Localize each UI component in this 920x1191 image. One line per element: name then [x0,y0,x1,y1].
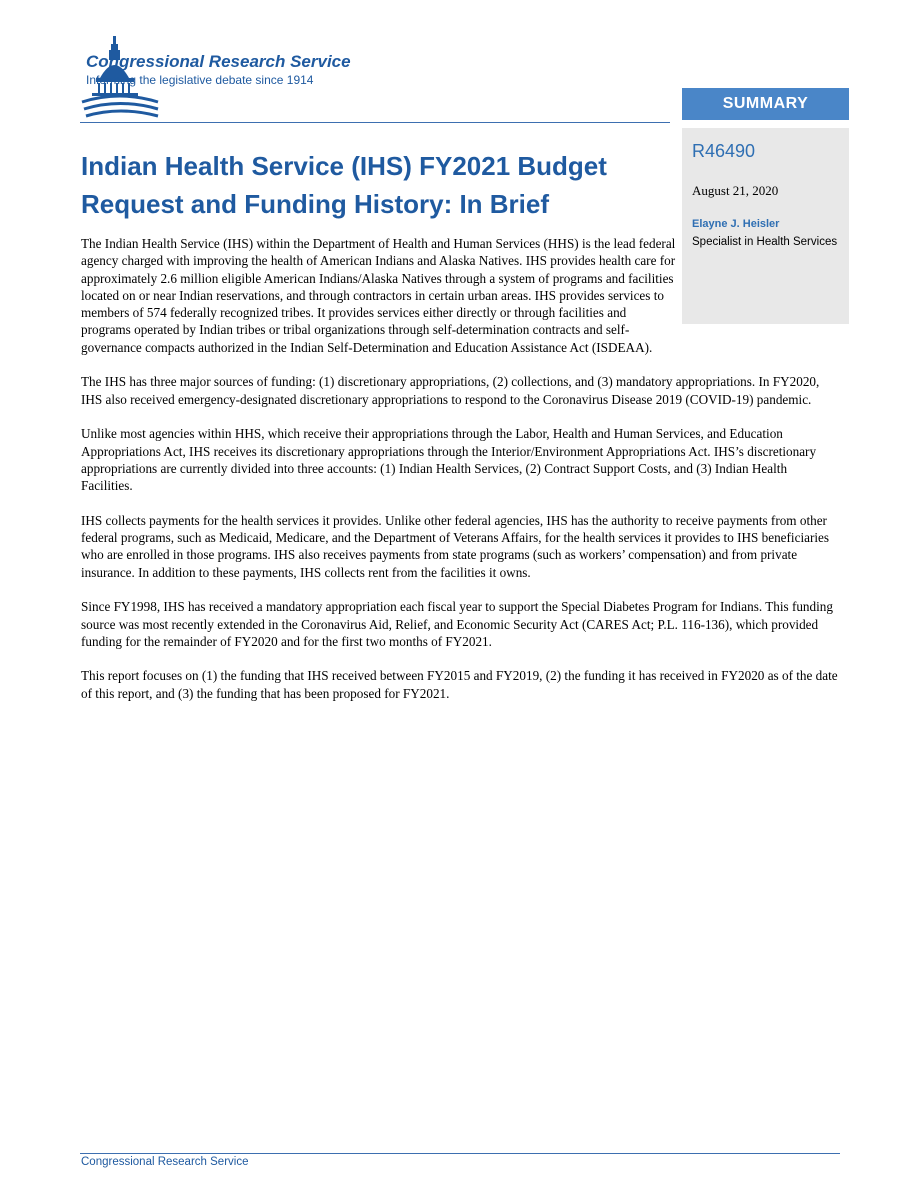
paragraph-1: The Indian Health Service (IHS) within the Department of Health and Human Services (HHS) is the lead federal agency charged with improving the health of American Indians and Alaska Natives. IHS provides health care for approximately 2.6 million eligible American Indians/Alaska Natives through a system of programs and facilities located on or near Indian reservations, and through contractors in certain urban areas. IHS provides services to members of 574 federally recognized tribes. It provides services either directly or through facilities and programs operated by Indian tribes or tribal organizations through self-determination contracts and self-governance compacts authorized in the Indian Self-Determination and Education Assistance Act (ISDEAA). [81,236,676,355]
panel-spacer [679,235,841,331]
paragraph-3: Unlike most agencies within HHS, which receive their appropriations through the Labor, Health and Human Services, and Education Appropriations Act, IHS receives its discretionary appropriations through the Interior/Environment Appropriations Act. IHS’s discretionary appropriations are currently divided into three accounts: (1) Indian Health Services, (2) Contract Support Costs, and (3) Indian Health Facilities. [81,426,817,494]
paragraph-4: IHS collects payments for the health services it provides. Unlike other federal agencies, IHS has the authority to receive payments from other federal programs, such as Medicaid, Medicare, and the Department of Veterans Affairs, for the health services it provides to IHS beneficiaries who are enrolled in those programs. IHS also receives payments from state programs (such as workers’ compensation) and from private insurance. In addition to these payments, IHS collects rent from the facilities it owns. [81,512,830,580]
report-date: August 21, 2020 [692,183,779,198]
paragraph-5: Since FY1998, IHS has received a mandatory appropriation each fiscal year to support the Special Diabetes Program for Indians. This funding source was most recently extended in the Coronavirus Aid, Relief, and Economic Security Act (CARES Act; P.L. 116-136), which provided funding for the remainder of FY2020 and for the first two months of FY2021. [81,599,833,649]
report-number: R46490 [692,141,756,161]
paragraph-6: This report focuses on (1) the funding that IHS received between FY2015 and FY2019, (2) the funding it has received in FY2020 as of the date of this report, and (3) the funding that has been proposed for FY2021. [81,668,838,701]
org-name: Congressional Research Service [86,52,351,71]
paragraph-2: The IHS has three major sources of funding: (1) discretionary appropriations, (2) collections, and (3) mandatory appropriations. In FY2020, IHS also received emergency-designated discretionary appropriations to respond to the Coronavirus Disease 2019 (COVID-19) pandemic. [81,374,820,407]
author-name: Elayne J. Heisler [692,218,780,230]
summary-body [81,235,841,719]
summary-tab: SUMMARY [682,88,849,120]
footer-divider [80,1153,840,1154]
footer-text: Congressional Research Service [81,1156,249,1168]
header-divider [80,122,670,123]
org-tagline: Informing the legislative debate since 1914 [86,73,314,87]
document-title: Indian Health Service (IHS) FY2021 Budget Request and Funding History: In Brief [81,151,607,219]
author-title: Specialist in Health Services [692,236,838,248]
